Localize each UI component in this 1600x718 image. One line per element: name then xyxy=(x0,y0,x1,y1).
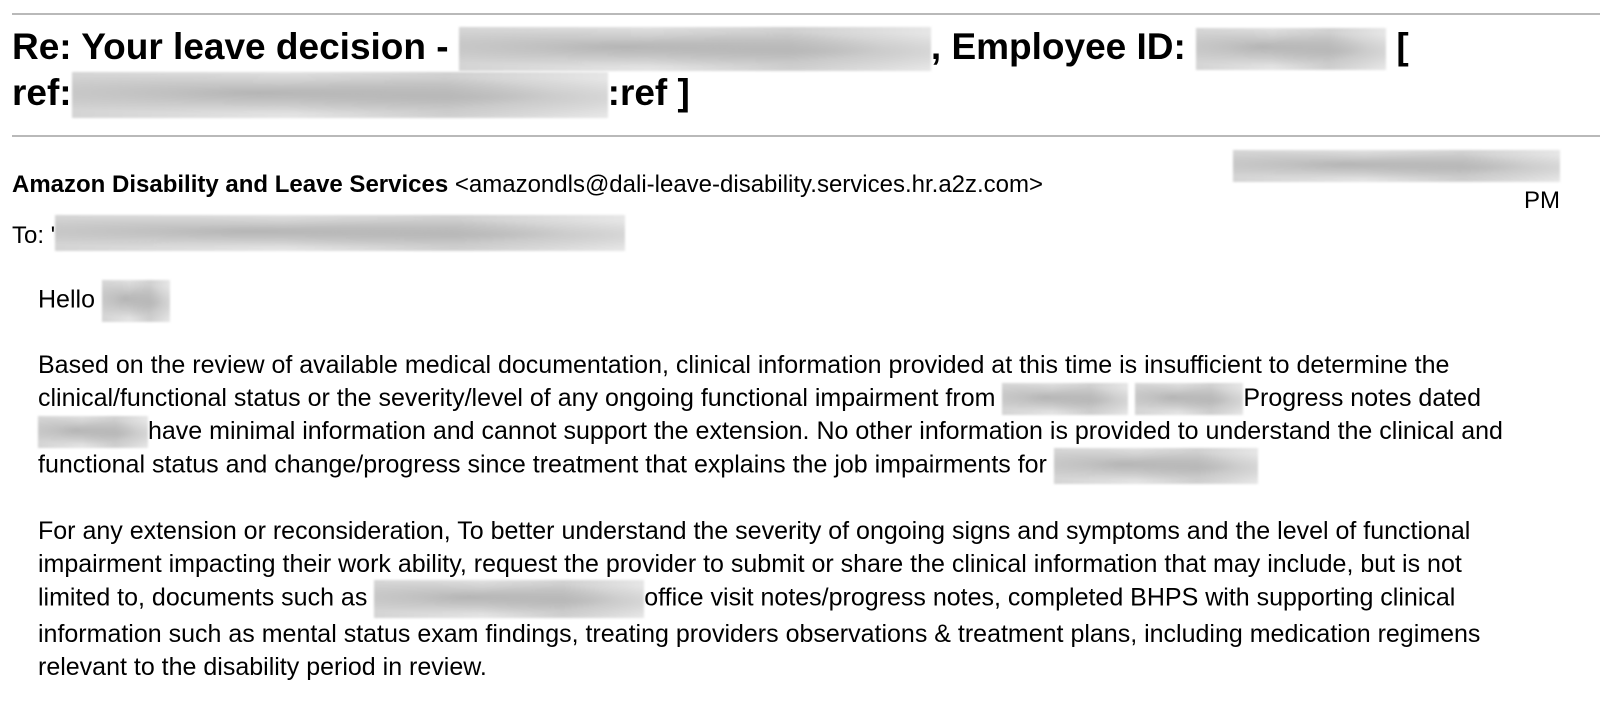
email-subject xyxy=(12,24,1592,116)
para1-part3: have minimal information and cannot support the extension. No other information is provided to understand the clinical and functional status and change/progress since treatment that explains the job impairments for xyxy=(38,416,1503,479)
subject-line-2 xyxy=(12,70,1592,116)
sender-name[interactable]: Amazon Disability and Leave Services xyxy=(12,171,449,198)
redacted-condition-2 xyxy=(1135,383,1243,415)
redacted-employee-name xyxy=(459,27,931,71)
redacted-employee-name-body xyxy=(1054,448,1258,484)
subject-prefix: Re: Your leave decision - xyxy=(12,26,459,67)
greeting-text: Hello xyxy=(38,285,95,314)
redacted-date xyxy=(1233,150,1560,182)
redacted-progress-note-date xyxy=(38,416,148,448)
time-suffix: PM xyxy=(1524,187,1560,214)
redacted-ref-code xyxy=(72,72,608,118)
paragraph-reconsideration xyxy=(38,515,1538,683)
paragraph-assessment xyxy=(38,349,1538,484)
subject-line-1 xyxy=(12,24,1592,70)
top-divider xyxy=(12,13,1600,15)
from-line xyxy=(12,170,1043,200)
redacted-recipient xyxy=(55,215,625,251)
email-body xyxy=(38,280,1538,683)
redacted-condition-1 xyxy=(1002,383,1128,415)
header-divider xyxy=(12,135,1600,137)
to-label: To: ' xyxy=(12,222,56,249)
greeting xyxy=(38,280,1538,322)
subject-ref-prefix: ref: xyxy=(12,72,72,113)
to-line xyxy=(12,215,625,251)
redacted-recipient-first-name xyxy=(102,280,170,322)
redacted-document-type xyxy=(374,580,644,618)
subject-ref-suffix: :ref ] xyxy=(607,72,690,113)
para2-part1: For any extension or reconsideration, To better understand the severity of ongoing signs and symptoms and the level of functional impairment impacting their work ability, request the provider to submit or share the clinical information that may include, but is not limited to, documents such as xyxy=(38,517,1471,612)
para1-part2: Progress notes dated xyxy=(1243,383,1481,412)
para2-part2: office visit notes/progress notes, completed BHPS with supporting clinical information such as mental status exam findings, treating providers observations & treatment plans, including medication regimens relevant to the disability period in review. xyxy=(38,583,1481,681)
subject-bracket-open: [ xyxy=(1386,26,1409,67)
subject-employee-id-label: , Employee ID: xyxy=(930,26,1197,67)
para1-part1: Based on the review of available medical documentation, clinical information provided at this time is insufficient to determine the clinical/functional status or the severity/level of any ongoing functional impairment from xyxy=(38,351,1450,412)
redacted-employee-id xyxy=(1196,28,1386,70)
sender-email[interactable]: <amazondls@dali-leave-disability.services.hr.a2z.com> xyxy=(454,171,1044,198)
